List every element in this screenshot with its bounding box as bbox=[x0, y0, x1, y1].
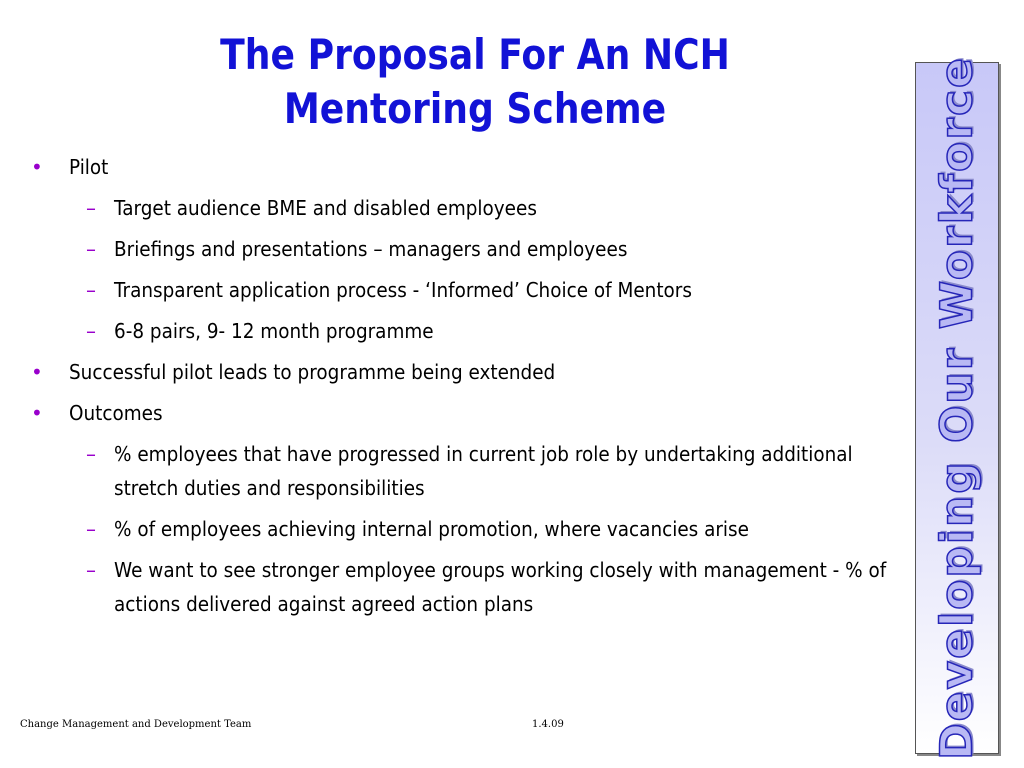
list-item-text: Successful pilot leads to programme being extended bbox=[69, 360, 556, 384]
slide-title bbox=[178, 28, 771, 136]
dash-icon: – bbox=[86, 319, 96, 343]
sub-item-progressed bbox=[0, 437, 910, 505]
dash-icon: – bbox=[86, 196, 96, 220]
dash-icon: – bbox=[86, 442, 96, 466]
list-item-successful-pilot bbox=[0, 355, 910, 389]
sidebar-banner-text: Developing Our Workforce bbox=[931, 56, 983, 760]
slide-title-line-1: The Proposal For An NCH bbox=[220, 30, 730, 79]
sub-item-text: Target audience BME and disabled employees bbox=[114, 196, 537, 220]
sub-item-promotion bbox=[0, 512, 910, 546]
dash-icon: – bbox=[86, 517, 96, 541]
sub-item-application-process bbox=[0, 273, 910, 307]
bullet-icon: • bbox=[31, 360, 43, 384]
dash-icon: – bbox=[86, 558, 96, 582]
bullet-icon: • bbox=[31, 401, 43, 425]
sub-item-briefings bbox=[0, 232, 910, 266]
sub-item-text: % of employees achieving internal promotion, where vacancies arise bbox=[114, 517, 749, 541]
sub-item-target-audience bbox=[0, 191, 910, 225]
sidebar-banner bbox=[915, 56, 999, 760]
sub-item-pairs bbox=[0, 314, 910, 348]
sub-item-text: 6-8 pairs, 9- 12 month programme bbox=[114, 319, 434, 343]
slide-title-line-2: Mentoring Scheme bbox=[283, 84, 667, 133]
footer-team: Change Management and Development Team bbox=[20, 719, 252, 730]
dash-icon: – bbox=[86, 278, 96, 302]
list-item-text: Pilot bbox=[69, 155, 109, 179]
list-item-outcomes bbox=[0, 396, 910, 430]
bullet-icon: • bbox=[31, 155, 43, 179]
dash-icon: – bbox=[86, 237, 96, 261]
bullet-list bbox=[0, 150, 910, 628]
sub-item-text: % employees that have progressed in current job role by undertaking additional stretch duties and responsibilities bbox=[114, 442, 853, 500]
sub-item-text: We want to see stronger employee groups working closely with management - % of actions delivered against agreed action plans bbox=[114, 558, 887, 616]
sub-item-text: Briefings and presentations – managers and employees bbox=[114, 237, 628, 261]
list-item-pilot bbox=[0, 150, 910, 184]
sub-item-employee-groups bbox=[0, 553, 910, 621]
footer-date: 1.4.09 bbox=[532, 719, 564, 730]
sub-item-text: Transparent application process - ‘Informed’ Choice of Mentors bbox=[114, 278, 692, 302]
list-item-text: Outcomes bbox=[69, 401, 163, 425]
